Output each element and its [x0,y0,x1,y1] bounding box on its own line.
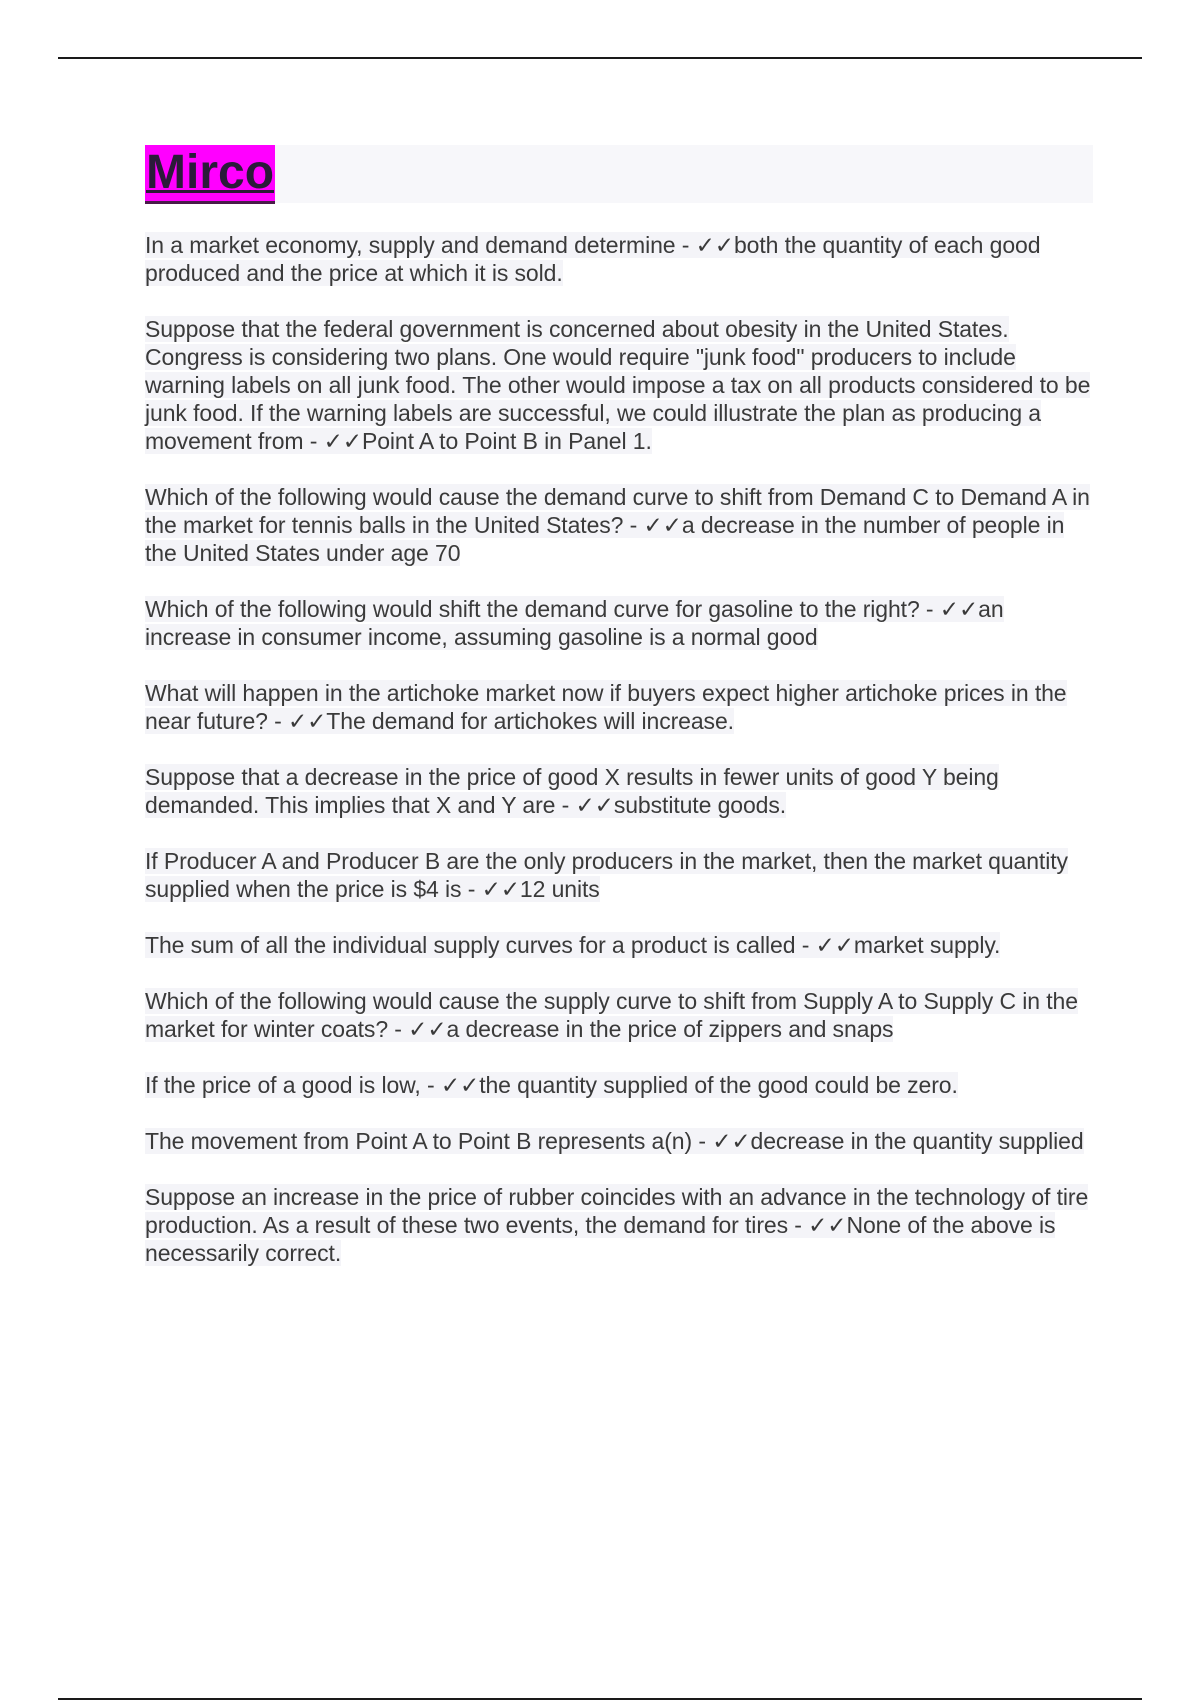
qa-item [145,931,1095,959]
qa-item-text: If the price of a good is low, - ✓✓the quantity supplied of the good could be zero. [145,1072,958,1098]
qa-item-text: Suppose an increase in the price of rubber coincides with an advance in the technology of tire production. As a result of these two events, the demand for tires - ✓✓None of the above is necessarily correct. [145,1184,1089,1266]
qa-item [145,315,1095,455]
qa-item-text: The sum of all the individual supply curves for a product is called - ✓✓market supply. [145,932,1001,958]
document-title: Mirco [145,145,275,204]
qa-item [145,231,1095,287]
qa-item-text: Which of the following would shift the demand curve for gasoline to the right? - ✓✓an increase in consumer income, assuming gasoline is a normal good [145,596,1004,650]
top-rule [58,57,1142,59]
qa-item-text: Suppose that a decrease in the price of good X results in fewer units of good Y being demanded. This implies that X and Y are - ✓✓substitute goods. [145,764,999,818]
qa-item-text: In a market economy, supply and demand determine - ✓✓both the quantity of each good produced and the price at which it is sold. [145,232,1041,286]
qa-item [145,679,1095,735]
qa-item-text: Which of the following would cause the supply curve to shift from Supply A to Supply C in the market for winter coats? - ✓✓a decrease in the price of zippers and snaps [145,988,1078,1042]
qa-item [145,847,1095,903]
qa-item-text: What will happen in the artichoke market now if buyers expect higher artichoke prices in the near future? - ✓✓The demand for artichokes will increase. [145,680,1067,734]
qa-item-text: Suppose that the federal government is concerned about obesity in the United States. Congress is considering two plans. One would require "junk food" producers to include warning labels on all junk food. The other would impose a tax on all products considered to be junk food. If the warning labels are successful, we could illustrate the plan as producing a movement from - ✓✓Point A to Point B in Panel 1. [145,316,1091,454]
qa-item [145,1183,1095,1267]
qa-item [145,987,1095,1043]
qa-item [145,763,1095,819]
qa-item [145,595,1095,651]
qa-item [145,483,1095,567]
qa-item [145,1071,1095,1099]
qa-item-text: The movement from Point A to Point B represents a(n) - ✓✓decrease in the quantity supplied [145,1128,1084,1154]
title-band [145,145,1093,203]
qa-item [145,1127,1095,1155]
document-body [145,145,1095,1295]
qa-item-text: Which of the following would cause the demand curve to shift from Demand C to Demand A in the market for tennis balls in the United States? - ✓✓a decrease in the number of people in the United States under age 70 [145,484,1090,566]
qa-item-text: If Producer A and Producer B are the only producers in the market, then the market quantity supplied when the price is $4 is - ✓✓12 units [145,848,1068,902]
